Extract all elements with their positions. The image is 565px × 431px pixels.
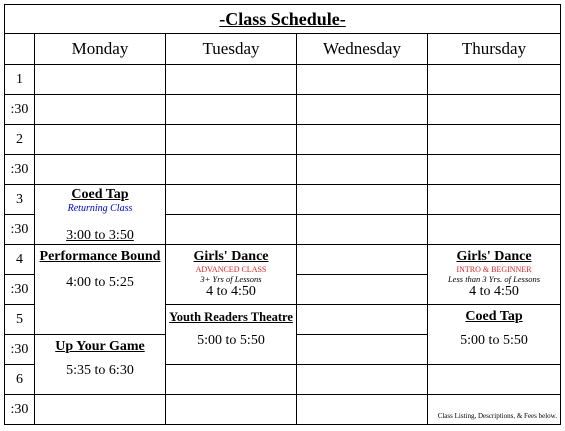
time-label: :30 — [5, 275, 35, 305]
schedule-title: -Class Schedule- — [219, 9, 346, 29]
slot-cell — [166, 125, 297, 155]
class-name: Coed Tap — [465, 309, 523, 324]
slot-cell — [297, 305, 428, 335]
class-block-mon-coed-tap — [35, 185, 166, 245]
slot-cell — [166, 95, 297, 125]
slot-cell — [297, 335, 428, 365]
class-level: INTRO & BEGINNER — [456, 265, 532, 274]
slot-cell — [297, 185, 428, 215]
slot-cell — [297, 365, 428, 395]
class-requirement: Less than 3 Yrs. of Lessons — [447, 274, 541, 284]
slot-cell — [35, 125, 166, 155]
class-block-mon-up-your-game — [35, 335, 166, 395]
slot-cell — [166, 395, 297, 425]
class-time: 4 to 4:50 — [206, 284, 256, 299]
time-label: 1 — [5, 65, 35, 95]
time-label: :30 — [5, 395, 35, 425]
schedule-title-cell — [5, 5, 561, 34]
slot-cell — [297, 215, 428, 245]
time-label: :30 — [5, 215, 35, 245]
slot-cell — [297, 395, 428, 425]
class-name: Up Your Game — [55, 339, 145, 354]
time-label: 3 — [5, 185, 35, 215]
time-label: 4 — [5, 245, 35, 275]
slot-cell — [428, 185, 561, 215]
day-header-tuesday: Tuesday — [166, 34, 297, 65]
class-name: Girls' Dance — [193, 249, 269, 264]
class-time: 4 to 4:50 — [469, 284, 519, 299]
slot-cell — [428, 155, 561, 185]
slot-cell — [166, 155, 297, 185]
slot-cell — [297, 65, 428, 95]
slot-cell — [297, 245, 428, 275]
time-label: :30 — [5, 155, 35, 185]
slot-cell — [166, 185, 297, 215]
class-name: Youth Readers Theatre — [169, 310, 293, 324]
class-block-thu-girls-dance — [428, 245, 561, 305]
slot-cell — [297, 95, 428, 125]
slot-cell — [166, 365, 297, 395]
slot-cell — [35, 155, 166, 185]
time-label: 5 — [5, 305, 35, 335]
day-header-wednesday: Wednesday — [297, 34, 428, 65]
class-time: 3:00 to 3:50 — [66, 228, 134, 243]
slot-cell — [428, 65, 561, 95]
time-label: 2 — [5, 125, 35, 155]
class-block-tue-youth-readers-theatre — [166, 305, 297, 365]
class-time: 5:00 to 5:50 — [197, 333, 265, 348]
slot-cell — [428, 95, 561, 125]
slot-cell — [428, 215, 561, 245]
slot-cell — [35, 95, 166, 125]
class-name: Performance Bound — [39, 249, 161, 264]
slot-cell — [166, 65, 297, 95]
slot-cell — [428, 365, 561, 395]
class-time: 4:00 to 5:25 — [66, 275, 134, 290]
day-header-monday: Monday — [35, 34, 166, 65]
class-name: Girls' Dance — [456, 249, 532, 264]
time-label: :30 — [5, 95, 35, 125]
class-time: 5:00 to 5:50 — [460, 333, 528, 348]
class-schedule-table — [4, 4, 561, 425]
class-subtitle: Returning Class — [67, 203, 133, 214]
class-name: Coed Tap — [71, 187, 129, 202]
slot-cell — [297, 155, 428, 185]
class-block-mon-performance-bound — [35, 245, 166, 335]
class-time: 5:35 to 6:30 — [66, 363, 134, 378]
slot-cell — [166, 215, 297, 245]
slot-cell — [297, 275, 428, 305]
class-requirement: 3+ Yrs of Lessons — [200, 274, 262, 284]
corner-cell — [5, 34, 35, 65]
slot-cell — [297, 125, 428, 155]
slot-cell — [35, 395, 166, 425]
class-block-tue-girls-dance — [166, 245, 297, 305]
day-header-thursday: Thursday — [428, 34, 561, 65]
time-label: 6 — [5, 365, 35, 395]
slot-cell — [428, 125, 561, 155]
class-level: ADVANCED CLASS — [195, 265, 267, 274]
time-label: :30 — [5, 335, 35, 365]
footer-note: Class Listing, Descriptions, & Fees below. — [428, 395, 561, 425]
slot-cell — [35, 65, 166, 95]
class-block-thu-coed-tap — [428, 305, 561, 365]
